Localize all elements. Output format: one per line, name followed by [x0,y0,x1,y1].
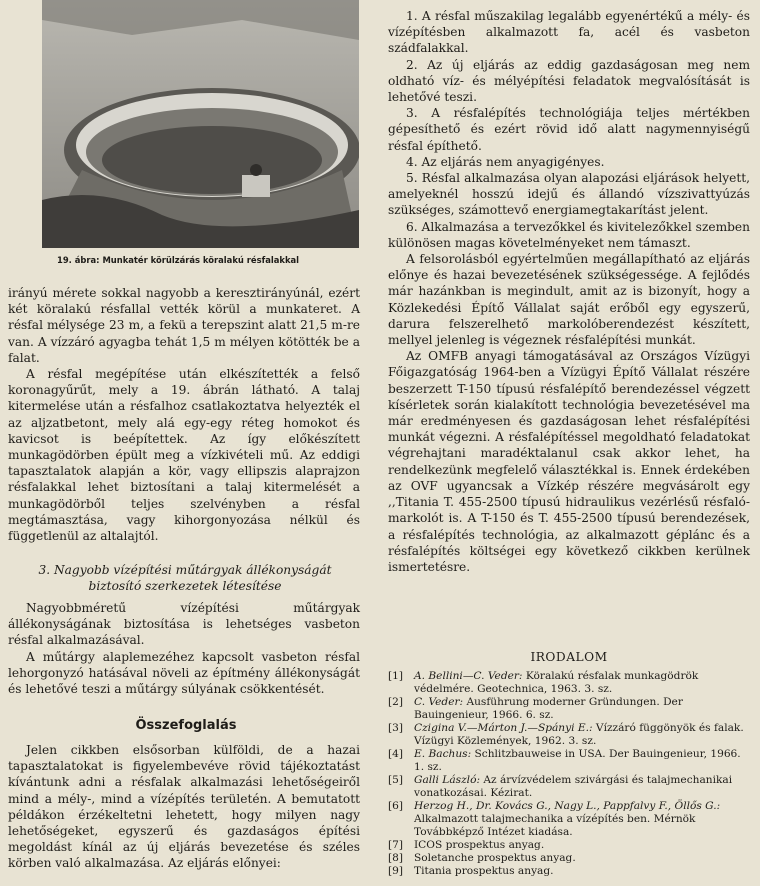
reference-item: [4] E. Bachus: Schlitzbauweise in USA. Der Bauingenieur, 1966. 1. sz. [388,748,741,773]
left-body-text [8,285,360,544]
left-body-text-2 [8,600,360,697]
reference-item: [6] Herzog H., Dr. Kovács G., Nagy L., Pappfalvy F., Öllős G.: Alkalmazott talajmechanika a vízépítés ben. Mérnök Továbbképző Intézet kiadása. [388,800,721,838]
reference-item: [7] ICOS prospektus anyag. [388,839,545,851]
figure-19 [42,0,359,248]
advantage-item: 6. Alkalmazása a tervezőkkel és kivitelezőkkel szemben különösen magas követelményeket nem támaszt. [388,219,750,250]
references-heading: IRODALOM [530,650,608,664]
reference-item: [9] Titania prospektus anyag. [388,865,554,877]
reference-list [388,670,750,878]
section-heading: 3. Nagyobb vízépítési műtárgyak állékonyságát biztosító szerkezetek létesítése [38,563,332,593]
reference-item: [3] Czigina V.—Márton J.—Spányi E.: Vízzáró függönyök és falak. Vízügyi Közlemények, 1962. 3. sz. [388,722,744,747]
advantage-item: 1. A résfal műszakilag legalább egyenértékű a mély- és vízépítésben alkalmazott fa, acél és vasbeton szádfalakkal. [388,9,750,56]
figure-caption: 19. ábra: Munkatér körülzárás köralakú résfalakkal [57,255,300,265]
paragraph: A műtárgy alaplemezéhez kapcsolt vasbeton résfal lehorgonyzó hatásával növeli az építmény állékonyságát és lehetővé teszi a műtárgy súlyának csökkentését. [8,649,360,697]
summary-heading: Összefoglalás [135,718,237,733]
right-body-text [388,8,750,575]
reference-item: [1] A. Bellini—C. Veder: Köralakú résfalak munkagödrök védelmére. Geotechnica, 1963. 3. sz. [388,670,699,695]
paragraph: irányú mérete sokkal nagyobb a keresztirányúnál, ezért két köralakú résfallal vették körül a munkateret. A résfal mélysége 23 m, a fekü a terepszint alatt 21,5 m-re van. A vízzáró agyagba tehát 1,5 m mélyen kötötték be a falat. [8,286,360,365]
summary-text [8,742,360,872]
reference-item: [2] C. Veder: Ausführung moderner Gründungen. Der Bauingenieur, 1966. 6. sz. [388,696,683,721]
reference-item: [5] Galli László: Az árvízvédelem szivárgási és talajmechanikai vonatkozásai. Kézirat. [388,774,733,799]
advantage-item: 3. A résfalépítés technológiája teljes mértékben gépesíthető és ezért rövid idő alatt nagymennyiségű résfal építhető. [388,106,750,153]
paragraph: A felsorolásból egyértelműen megállapítható az eljárás előnye és hazai bevezetésének szükségessége. A fejlődés már hazánkban is megindult, amit az is bizonyít, hogy a Közlekedési Építő Vállalat saját erőből egy egyszerű, darura felszerelhető markolóberendezést készített, mellyel jelenleg is végeznek résfalépítési munkát. [388,252,750,348]
advantage-item: 5. Résfal alkalmazása olyan alapozási eljárások helyett, amelyeknél hosszú idejű és állandó vízszivattyúzás szükséges, számottevő energiamegtakarítást jelent. [388,171,750,218]
paragraph: Az OMFB anyagi támogatásával az Országos Vízügyi Főigazgatóság 1964-ben a Vízügyi Építő Vállalat részére beszerzett T-150 típusú résfalépítő berendezéssel végzett kísérletek során kialakított technológia bevezetésével ma már eredményesen és gazdaságosan lehet résfalépítési munkát végezni. A résfalépítéssel megoldható feladatokat végrehajtani maradéktalanul csak akkor lehet, ha rendelkezünk megfelelő választékkal is. Ennek érdekében az OVF ugyancsak a Vízkép részére megvásárolt egy ,,Titania T. 455-2500 típusú hidraulikus vezérlésű résfaló-markolót is. A T-150 és T. 455-2500 típusú berendezések, a résfalépítés technológia, az alkalmazott géplánc és a résfalépítés költségei egy következő cikkben kerülnek ismertetésre. [388,349,750,574]
paragraph: Nagyobbméretű vízépítési műtárgyak állékonyságának biztosítása is lehetséges vasbeton résfal alkalmazásával. [8,601,360,648]
paragraph: Jelen cikkben elsősorban külföldi, de a hazai tapasztalatokat is figyelembevéve rövid tájékoztatást kívántunk adni a résfalak alkalmazási lehetőségeiről mind a mély-, mind a vízépítés területén. A bemutatott példákon érzékeltetni lehetett, hogy milyen nagy lehetőségeket, egyszerű és gazdaságos építési megoldást kínál az új eljárás bevezetése és széles körben való alkalmazása. Az eljárás előnyei: [8,743,360,871]
reference-item: [8] Soletanche prospektus anyag. [388,852,576,864]
advantage-item: 4. Az eljárás nem anyagigényes. [406,154,605,169]
construction-photo [42,0,359,248]
paragraph: A résfal megépítése után elkészítették a felső koronagyűrűt, mely a 19. ábrán látható. A talaj kitermelése után a résfalhoz csatlakoztatva helyezték el az aljzatbetont, mely alá egy-egy réteg homokot és kavicsot is beépítettek. Az így előkészített munkagödörben épült meg a vízkivételi mű. Az eddigi tapasztalatok alapján a kör, vagy ellipszis alaprajzon résfalakkal lehet biztosítani a talaj kitermelését a munkagödörből teljes szelvényben a résfal megtámasztása, vagy kihorgonyozása nélkül és függetlenül az altalajtól. [8,367,360,544]
circular-cofferdam-illustration [42,0,359,248]
advantage-item: 2. Az új eljárás az eddig gazdaságosan meg nem oldható víz- és mélyépítési feladatok megvalósítását is lehetővé teszi. [388,57,750,105]
